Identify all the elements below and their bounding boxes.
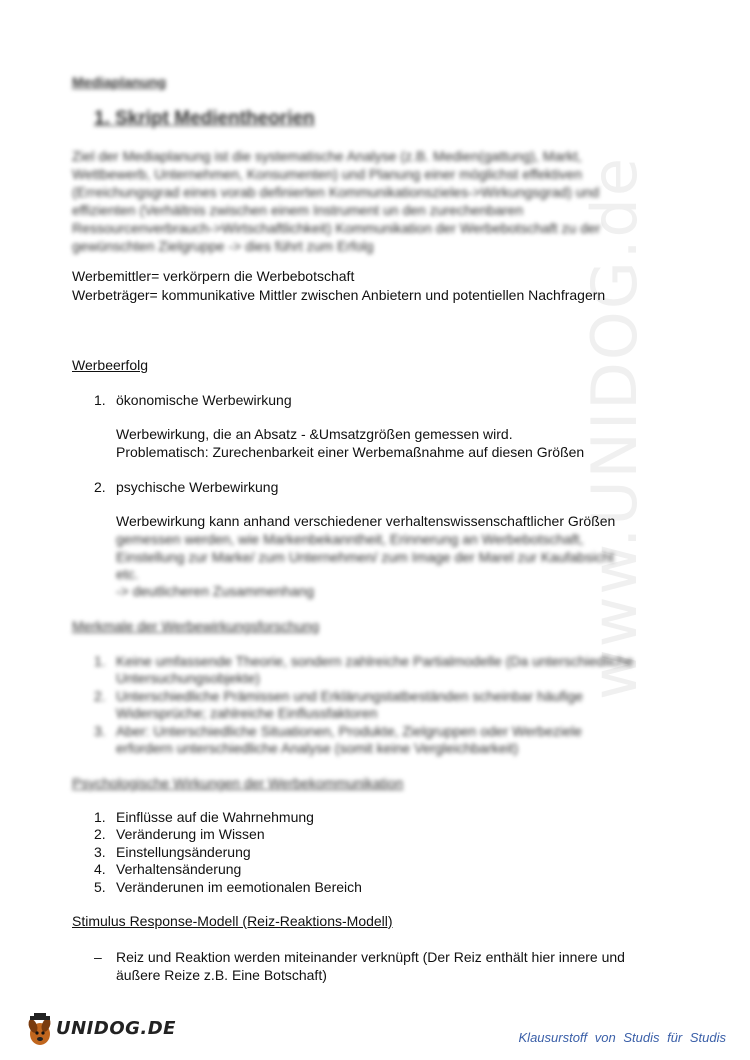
psycho-item: Verhaltensänderung [116,861,242,877]
intro-line: effizienten (Verhältnis zwischen einem Instrument un den zurechenbaren [72,202,524,218]
definition-werbemittler: Werbemittler= verkörpern die Werbebotschaft [72,268,355,284]
werbeerfolg-item1-body: Problematisch: Zurechenbarkeit einer Werbemaßnahme auf diesen Größen [116,444,585,460]
list-number: 2. [94,826,106,842]
stimulus-text: äußere Reize z.B. Eine Botschaft) [116,967,327,983]
list-number: 3. [94,723,106,739]
merkmale-item: Untersuchungsobjekte) [116,670,260,686]
merkmale-item: erfordern unterschiedliche Analyse (somit keine Vergleichbarkeit) [116,740,519,756]
werbeerfolg-heading: Werbeerfolg [72,357,149,373]
merkmale-item: Keine umfassende Theorie, sondern zahlreiche Partialmodelle (Da unterschiedliche [116,653,634,669]
list-number: 5. [94,879,106,895]
list-number: 1. [94,653,106,669]
werbeerfolg-item2-blurred: -> deutlicheren Zusammenhang [116,583,315,599]
stimulus-text: Reiz und Reaktion werden miteinander verknüpft (Der Reiz enthält hier innere und [116,949,625,965]
psycho-item: Einflüsse auf die Wahrnehmung [116,809,314,825]
list-number: 4. [94,861,106,877]
merkmale-heading: Merkmale der Werbewirkungsforschung [72,618,320,634]
merkmale-item: Aber: Unterschiedliche Situationen, Produkte, Zielgruppen oder Werbeziele [116,723,582,739]
document-title: Mediaplanung [72,74,167,90]
werbeerfolg-item-oekonomisch: ökonomische Werbewirkung [116,392,292,408]
intro-line: Ziel der Mediaplanung ist die systematische Analyse (z.B. Medien(gattung), Markt, [72,148,582,164]
psycho-item: Einstellungsänderung [116,844,251,860]
intro-line: Wettbewerb, Unternehmen, Konsumenten) und Planung einer möglichst effektiven [72,166,583,182]
werbeerfolg-item1-body: Werbewirkung, die an Absatz - &Umsatzgrößen gemessen wird. [116,426,513,442]
merkmale-item: Unterschiedliche Prämissen und Erklärungstatbeständen scheinbar häufige [116,688,583,704]
werbeerfolg-item2-blurred: etc. [116,566,139,582]
stimulus-heading: Stimulus Response-Modell (Reiz-Reaktions-Modell) [72,913,393,929]
watermark: www.UNIDOG.de [578,156,651,700]
footer-tagline: Klausurstoff von Studis für Studis [518,1030,726,1045]
merkmale-item: Widersprüche; zahlreiche Einflussfaktoren [116,705,378,721]
intro-line: gewünschten Zielgruppe -> dies führt zum Erfolg [72,238,374,254]
werbeerfolg-item-psychisch: psychische Werbewirkung [116,479,279,495]
list-number: 1. [94,392,106,408]
werbeerfolg-item2-blurred: gemessen werden, wie Markenbekanntheit, Erinnerung an Werbebotschaft, [116,531,584,547]
list-number: 3. [94,844,106,860]
psycho-heading: Psychologische Wirkungen der Werbekommunikation [72,775,404,791]
list-number: 2. [94,479,106,495]
section-title: 1. Skript Medientheorien [94,108,315,129]
logo-text: UNIDOG.DE [56,1018,176,1039]
definition-werbetraeger: Werbeträger= kommunikative Mittler zwischen Anbietern und potentiellen Nachfragern [72,287,606,303]
list-number: 1. [94,809,106,825]
werbeerfolg-item2-body: Werbewirkung kann anhand verschiedener verhaltenswissenschaftlicher Größen [116,513,616,529]
psycho-item: Veränderunen im eemotionalen Bereich [116,879,362,895]
psycho-item: Veränderung im Wissen [116,826,265,842]
bullet-dash: – [94,949,102,965]
werbeerfolg-item2-blurred: Einstellung zur Marke/ zum Unternehmen/ zum Image der Marel zur Kaufabsicht [116,549,614,565]
list-number: 2. [94,688,106,704]
intro-line: Ressourcenverbrauch->Wirtschaftlichkeit) Kommunikation der Werbebotschaft zu der [72,220,601,236]
intro-line: (Erreichungsgrad eines vorab definierten Kommunikationszieles->Wirkungsgrad) und [72,184,600,200]
